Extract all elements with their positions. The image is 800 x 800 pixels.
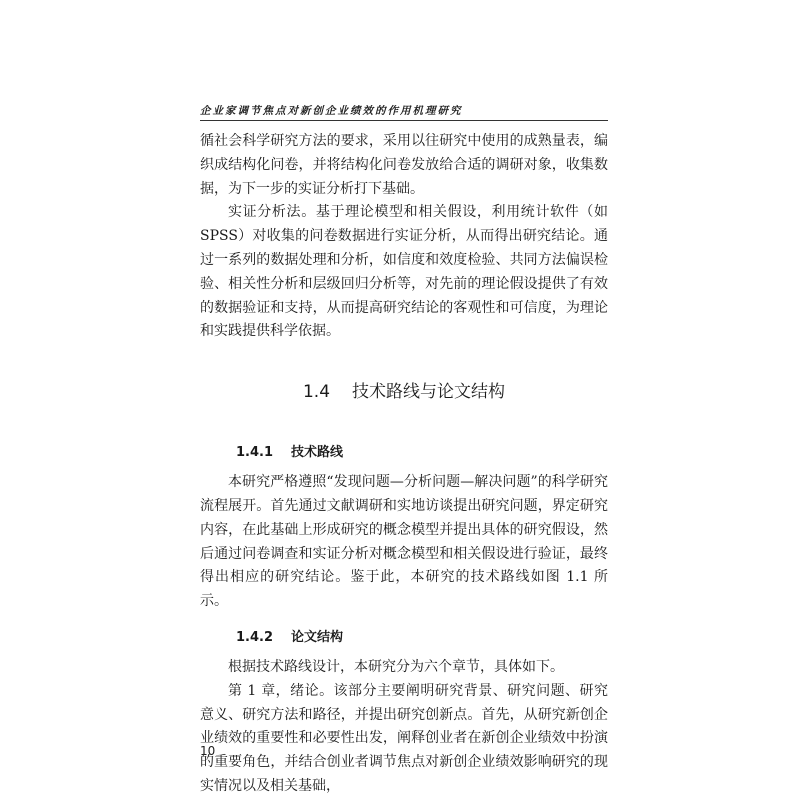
paragraph-empirical-analysis: 实证分析法。基于理论模型和相关假设，利用统计软件（如 SPSS）对收集的问卷数据进行实证分析，从而得出研究结论。通过一系列的数据处理和分析，如信度和效度检验、共同方法偏误检验、相关性分析和层级回归分析等，对先前的理论假设提供了有效的数据验证和支持，从而提高研究结论的客观性和可信度，为理论和实践提供科学依据。 — [200, 204, 608, 340]
subsection-title: 论文结构 — [291, 629, 344, 645]
subsection-heading-thesis-structure — [236, 628, 608, 648]
subsection-number: 1.4.1 — [236, 445, 274, 461]
paragraph-structure-intro: 根据技术路线设计，本研究分为六个章节，具体如下。 — [228, 658, 564, 675]
section-heading — [200, 380, 608, 404]
paragraph-technical-route: 本研究严格遵照“发现问题—分析问题—解决问题”的科学研究流程展开。首先通过文献调研和实地访谈提出研究问题，界定研究内容，在此基础上形成研究的概念模型并提出具体的研究假设，然后通过问卷调查和实证分析对概念模型和相关假设进行验证，最终得出相应的研究结论。鉴于此，本研究的技术路线如图 1.1 所示。 — [200, 474, 608, 610]
section-title: 技术路线与论文结构 — [352, 382, 506, 403]
running-header: 企业家调节焦点对新创企业绩效的作用机理研究 — [200, 105, 463, 117]
subsection-heading-technical-route — [236, 443, 608, 463]
paragraph-continued: 循社会科学研究方法的要求，采用以往研究中使用的成熟量表，编织成结构化问卷，并将结构化问卷发放给合适的调研对象，收集数据，为下一步的实证分析打下基础。 — [200, 133, 608, 197]
paragraph-chapter-1: 第 1 章，绪论。该部分主要阐明研究背景、研究问题、研究意义、研究方法和路径，并提出研究创新点。首先，从研究新创企业绩效的重要性和必要性出发，阐释创业者在新创企业绩效中扮演的重要角色，并结合创业者调节焦点对新创企业绩效影响研究的现实情况以及相关基础， — [200, 682, 608, 794]
page-number: 10 — [200, 744, 216, 758]
page-body — [200, 130, 608, 799]
subsection-title: 技术路线 — [291, 445, 344, 461]
subsection-number: 1.4.2 — [236, 629, 274, 645]
section-number: 1.4 — [302, 382, 331, 403]
header-rule — [200, 120, 608, 121]
